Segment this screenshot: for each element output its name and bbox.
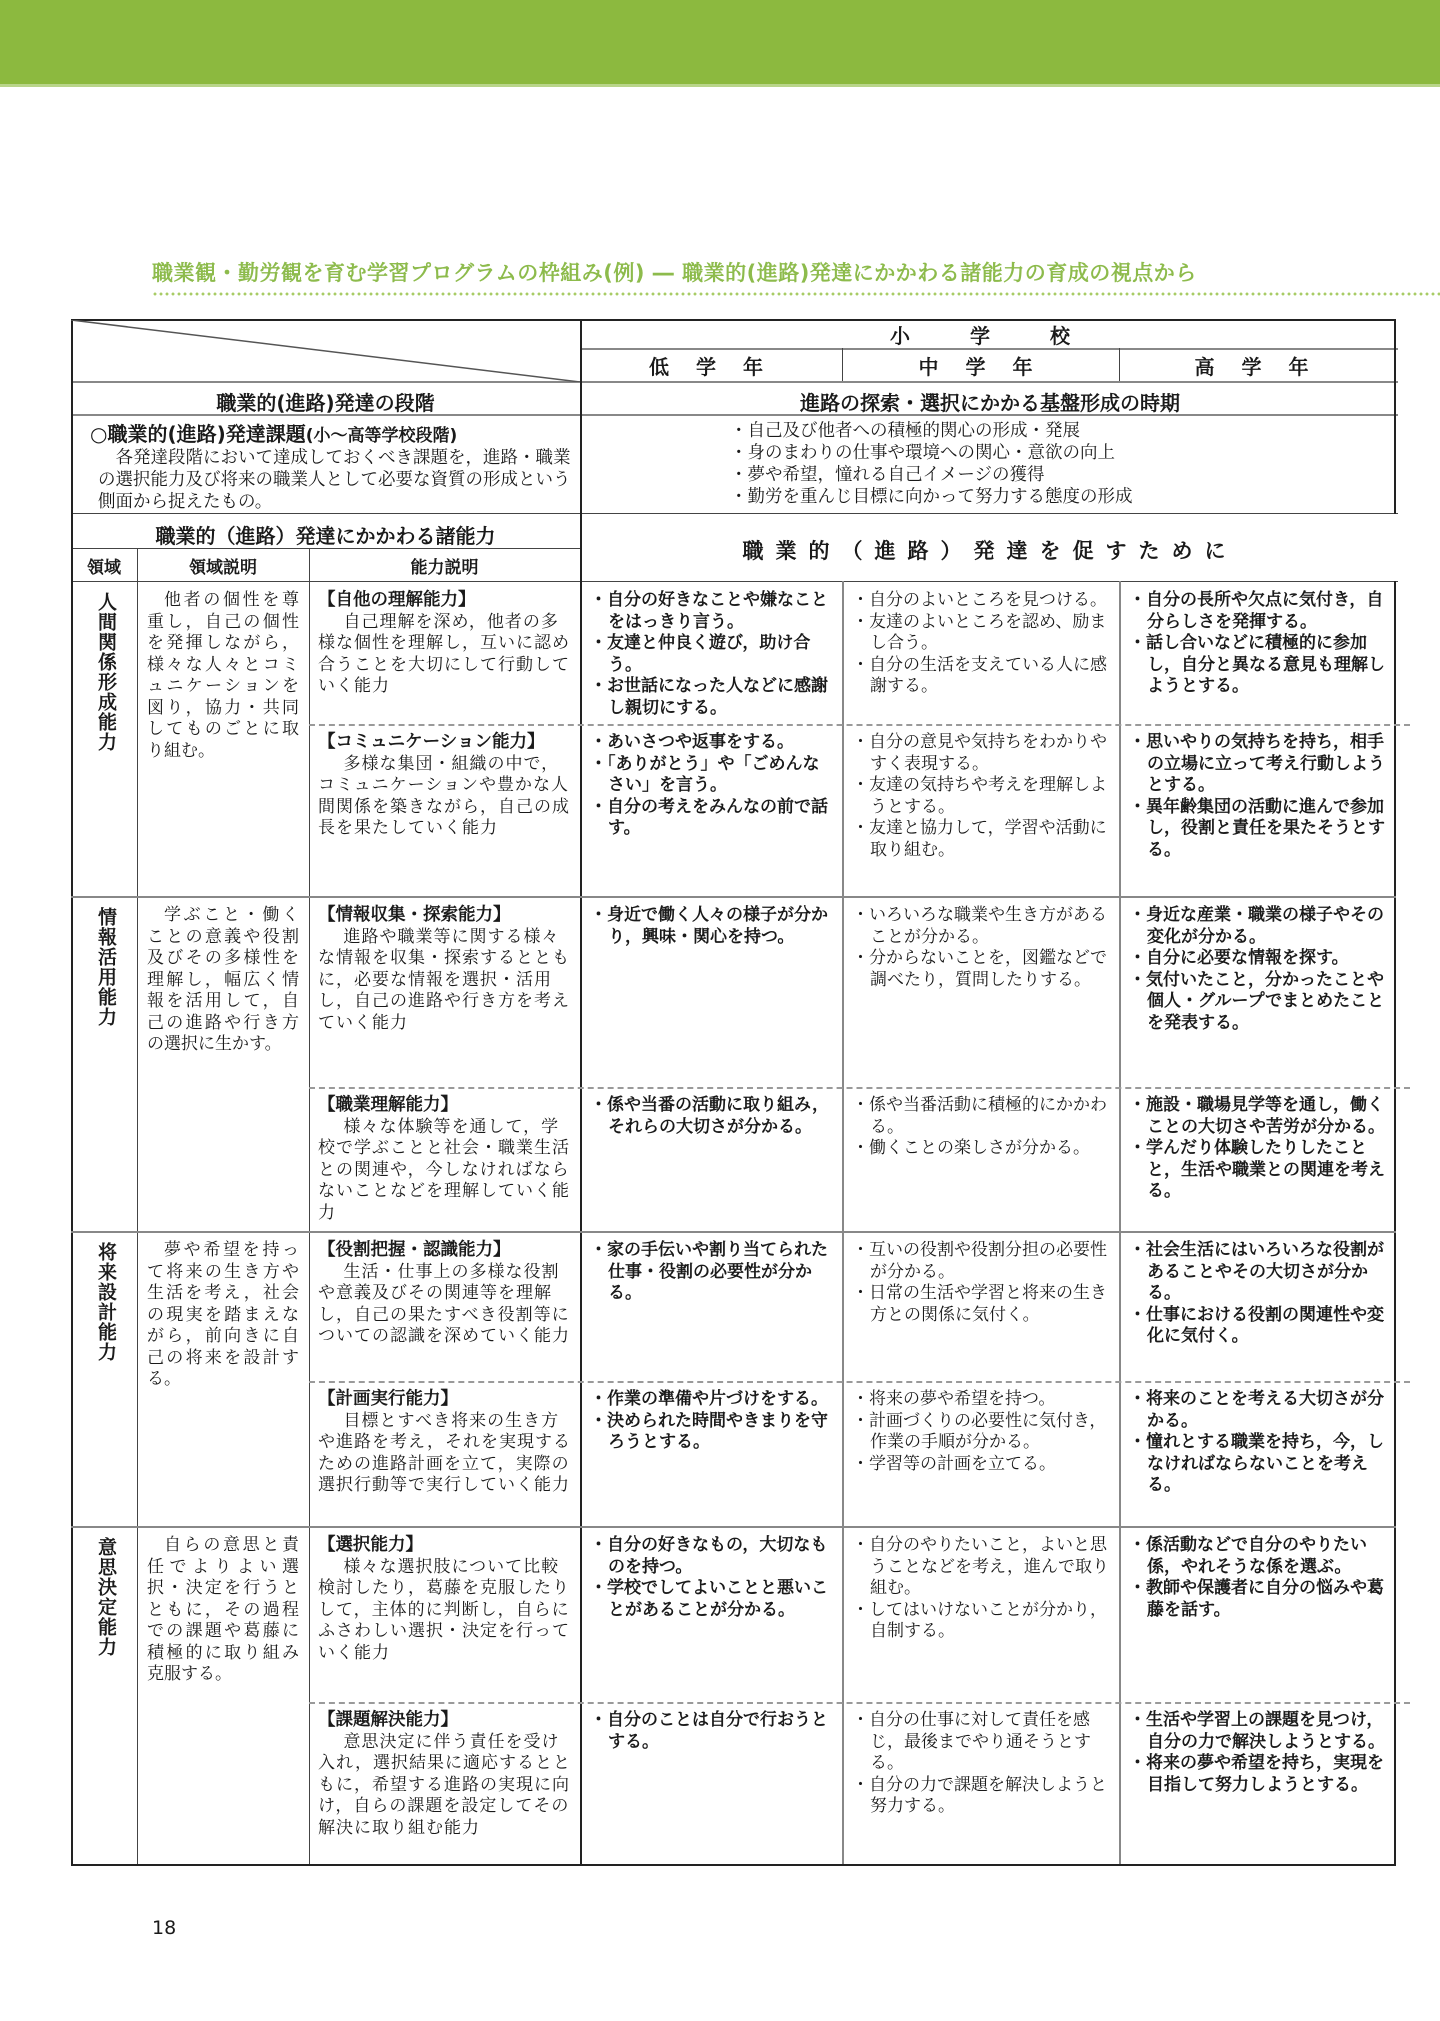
table-rule xyxy=(309,548,310,1865)
development-task: ・ 夢や希望，憧れる自己イメージの獲得 xyxy=(730,464,1390,486)
activity-item: ・ 計画づくりの必要性に気付き，作業の手順が分かる。 xyxy=(852,1411,1111,1454)
activity-item: ・ 将来の夢や希望を持つ。 xyxy=(852,1389,1111,1411)
ability-divider xyxy=(309,724,1410,726)
table-left-border xyxy=(71,319,73,1865)
ability-name: 【課題解決能力】 xyxy=(318,1710,458,1730)
stage-value: 進路の探索・選択にかかる基盤形成の時期 xyxy=(800,391,1180,415)
ability-name: 【自他の理解能力】 xyxy=(318,590,476,610)
ability-description-cell xyxy=(318,732,572,840)
col-ability-desc: 能力説明 xyxy=(410,558,479,578)
activity-item: ・ 自分の意見や気持ちをわかりやすく表現する。 xyxy=(852,732,1111,775)
ability-name: 【職業理解能力】 xyxy=(318,1095,458,1115)
ability-description: 意思決定に伴う責任を受け入れ，選択結果に適応するとともに，希望する進路の実現に向け，自らの課題を設定してその解決に取り組む能力 xyxy=(318,1731,572,1838)
grade-high-cell xyxy=(1129,590,1386,698)
ability-description: 様々な選択肢について比較検討したり，葛藤を克服したりして，主体的に判断し，自らにふさわしい選択・決定を行っていく能力 xyxy=(318,1556,570,1663)
grade-high-cell xyxy=(1129,1710,1386,1796)
grade-low-cell xyxy=(590,732,834,840)
activity-item: ・ 身近な産業・職業の様子やその変化が分かる。 xyxy=(1129,905,1386,948)
activity-item: ・ 友達と協力して，学習や活動に取り組む。 xyxy=(852,818,1111,861)
ability-description-cell xyxy=(318,905,572,1034)
header-band xyxy=(0,0,1440,87)
task-description: 各発達段階において達成しておくべき課題を，進路・職業の選択能力及び将来の職業人として必要な資質の形成という側面から捉えたもの。 xyxy=(98,448,571,512)
domain-description: 自らの意思と責任でよりよい選択・決定を行うとともに，その過程での課題や葛藤に積極的に取り組み克服する。 xyxy=(147,1535,299,1684)
activity-item: ・ 憧れとする職業を持ち，今，しなければならないことを考える。 xyxy=(1129,1432,1386,1497)
activity-item: ・ 友達のよいところを認め、励まし合う。 xyxy=(852,612,1111,655)
page-number: 18 xyxy=(152,1917,177,1939)
activity-item: ・ 係や当番活動に積極的にかかわる。 xyxy=(852,1095,1111,1138)
activity-item: ・ あいさつや返事をする。 xyxy=(590,732,834,754)
grade-low-cell xyxy=(590,1240,834,1305)
table-rule xyxy=(71,581,1398,582)
grade-high-cell xyxy=(1129,1095,1386,1203)
activity-item: ・ 自分の好きなことや嫌なことをはっきり言う。 xyxy=(590,590,834,633)
domain-description: 学ぶこと・働くことの意義や役割及びその多様性を理解し，幅広く情報を活用して，自己の進路や行き方の選択に生かす。 xyxy=(147,905,299,1054)
grade-low-cell xyxy=(590,590,834,719)
activity-item: ・ 話し合いなどに積極的に参加し，自分と異なる意見も理解しようとする。 xyxy=(1129,633,1386,698)
domain-divider xyxy=(71,896,1396,898)
activity-item: ・ 学習等の計画を立てる。 xyxy=(852,1454,1111,1476)
domain-divider xyxy=(71,1231,1396,1233)
col-domain: 領域 xyxy=(87,558,121,578)
ability-description: 自己理解を深め，他者の多様な個性を理解し，互いに認め合うことを大切にして行動していく能力 xyxy=(318,611,570,696)
development-task: ・ 身のまわりの仕事や環境への関心・意欲の向上 xyxy=(730,442,1390,464)
activity-item: ・ いろいろな職業や生き方があることが分かる。 xyxy=(852,905,1111,948)
grade-low-header: 低 学 年 xyxy=(649,355,773,379)
grade-mid-header: 中 学 年 xyxy=(918,355,1043,379)
domain-description: 他者の個性を尊重し，自己の個性を発揮しながら，様々な人々とコミュニケーションを図り，協力・共同してものごとに取り組む。 xyxy=(147,590,299,761)
ability-description-cell xyxy=(318,1535,572,1664)
activity-item: ・ 自分に必要な情報を探す。 xyxy=(1129,948,1386,970)
domain-name: 意思決定能力 xyxy=(95,1537,117,1657)
ability-name: 【選択能力】 xyxy=(318,1535,423,1555)
activity-item: ・ 分からないことを，図鑑などで調べたり，質問したりする。 xyxy=(852,948,1111,991)
activity-item: ・ 学校でしてよいことと悪いことがあることが分かる。 xyxy=(590,1578,834,1621)
school-level-header: 小 学 校 xyxy=(890,324,1090,348)
activity-item: ・ 自分の生活を支えている人に感謝する。 xyxy=(852,655,1111,698)
grade-mid-cell xyxy=(852,1535,1111,1643)
task-subtitle: (小～高等学校段階) xyxy=(305,426,458,446)
grade-mid-cell xyxy=(852,1240,1111,1326)
grade-mid-cell xyxy=(852,590,1111,698)
abilities-label: 職業的（進路）発達にかかわる諸能力 xyxy=(155,524,496,548)
ability-description: 様々な体験等を通して，学校で学ぶことと社会・職業生活との関連や，今しなければならないことなどを理解していく能力 xyxy=(318,1116,570,1223)
activity-item: ・ 将来の夢や希望を持ち，実現を目指して努力しようとする。 xyxy=(1129,1753,1386,1796)
dotted-divider xyxy=(152,292,1440,296)
grade-low-cell xyxy=(590,1389,834,1454)
grade-high-cell xyxy=(1129,905,1386,1034)
activity-item: ・ 決められた時間やきまりを守ろうとする。 xyxy=(590,1411,834,1454)
domain-name: 人間関係形成能力 xyxy=(95,592,117,752)
activity-item: ・ 自分の力で課題を解決しようと努力する。 xyxy=(852,1775,1111,1818)
ability-description-cell xyxy=(318,1710,572,1839)
promote-label: 職業的（進路）発達を促すために xyxy=(742,539,1238,563)
activity-item: ・ 自分の仕事に対して責任を感じ，最後までやり通そうとする。 xyxy=(852,1710,1111,1775)
table-rule xyxy=(137,548,138,1865)
task-cell xyxy=(90,418,580,513)
table-rule xyxy=(1119,581,1121,1865)
grade-high-cell xyxy=(1129,732,1386,861)
grade-high-header: 高 学 年 xyxy=(1194,355,1319,379)
grade-high-cell xyxy=(1129,1389,1386,1497)
activity-item: ・ 「ありがとう」や「ごめんなさい」を言う。 xyxy=(590,754,834,797)
grade-high-cell xyxy=(1129,1535,1386,1621)
development-task: ・ 自己及び他者への積極的関心の形成・発展 xyxy=(730,420,1390,442)
activity-item: ・ 身近で働く人々の様子が分かり，興味・関心を持つ。 xyxy=(590,905,834,948)
activity-item: ・ 生活や学習上の課題を見つけ，自分の力で解決しようとする。 xyxy=(1129,1710,1386,1753)
ability-name: 【コミュニケーション能力】 xyxy=(318,732,545,752)
activity-item: ・ 自分の考えをみんなの前で話す。 xyxy=(590,797,834,840)
activity-item: ・ お世話になった人などに感謝し親切にする。 xyxy=(590,676,834,719)
activity-item: ・ 日常の生活や学習と将来の生き方との関係に気付く。 xyxy=(852,1283,1111,1326)
domain-divider xyxy=(71,1526,1396,1528)
grade-mid-cell xyxy=(852,905,1111,991)
activity-item: ・ 自分の好きなもの，大切なものを持つ。 xyxy=(590,1535,834,1578)
ability-description-cell xyxy=(318,1095,572,1224)
ability-divider xyxy=(309,1087,1410,1089)
activity-item: ・ 家の手伝いや割り当てられた仕事・役割の必要性が分かる。 xyxy=(590,1240,834,1305)
activity-item: ・ 教師や保護者に自分の悩みや葛藤を話す。 xyxy=(1129,1578,1386,1621)
activity-item: ・ 施設・職場見学等を通し，働くことの大切さや苦労が分かる。 xyxy=(1129,1095,1386,1138)
grade-mid-cell xyxy=(852,1095,1111,1160)
table-right-border xyxy=(1394,581,1396,1865)
task-title: ○職業的(進路)発達課題 xyxy=(90,422,306,446)
activity-item: ・ 思いやりの気持ちを持ち，相手の立場に立って考え行動しようとする。 xyxy=(1129,732,1386,797)
stage-label: 職業的(進路)発達の段階 xyxy=(216,391,435,415)
ability-name: 【役割把握・認識能力】 xyxy=(318,1240,511,1260)
grade-low-cell xyxy=(590,1095,834,1138)
table-rule xyxy=(71,513,1398,514)
activity-item: ・ 自分のよいところを見つける。 xyxy=(852,590,1111,612)
activity-item: ・ 気付いたこと，分かったことや個人・グループでまとめたことを発表する。 xyxy=(1129,970,1386,1035)
activity-item: ・ 作業の準備や片づけをする。 xyxy=(590,1389,834,1411)
activity-item: ・ 友達の気持ちや考えを理解しようとする。 xyxy=(852,775,1111,818)
activity-item: ・ 自分のことは自分で行おうとする。 xyxy=(590,1710,834,1753)
col-domain-desc: 領域説明 xyxy=(189,558,257,578)
table-bottom-border xyxy=(71,1864,1396,1866)
ability-description-cell xyxy=(318,590,572,698)
ability-description: 多様な集団・組織の中で，コミュニケーションや豊かな人間関係を築きながら，自己の成長を果たしていく能力 xyxy=(318,753,570,838)
development-task: ・ 勤労を重んじ目標に向かって努力する態度の形成 xyxy=(730,486,1390,508)
ability-description-cell xyxy=(318,1389,572,1497)
grade-low-cell xyxy=(590,1710,834,1753)
domain-name: 情報活用能力 xyxy=(95,907,117,1027)
ability-description: 目標とすべき将来の生き方や進路を考え，それを実現するための進路計画を立て，実際の選択行動等で実行していく能力 xyxy=(318,1410,572,1495)
ability-description-cell xyxy=(318,1240,572,1348)
ability-divider xyxy=(309,1702,1410,1704)
grade-high-cell xyxy=(1129,1240,1386,1348)
activity-item: ・ 友達と仲良く遊び，助け合う。 xyxy=(590,633,834,676)
ability-name: 【計画実行能力】 xyxy=(318,1389,458,1409)
activity-item: ・ 社会生活にはいろいろな役割があることやその大切さが分かる。 xyxy=(1129,1240,1386,1305)
grade-mid-cell xyxy=(852,732,1111,861)
activity-item: ・ 異年齢集団の活動に進んで参加し，役割と責任を果たそうとする。 xyxy=(1129,797,1386,862)
activity-item: ・ 係活動などで自分のやりたい係，やれそうな係を選ぶ。 xyxy=(1129,1535,1386,1578)
development-tasks-list xyxy=(730,420,1390,508)
ability-description: 進路や職業等に関する様々な情報を収集・探索するとともに，必要な情報を選択・活用し，自己の進路や行き方を考えていく能力 xyxy=(318,926,570,1033)
activity-item: ・ 係や当番の活動に取り組み，それらの大切さが分かる。 xyxy=(590,1095,834,1138)
activity-item: ・ 働くことの楽しさが分かる。 xyxy=(852,1138,1111,1160)
activity-item: ・ 仕事における役割の関連性や変化に気付く。 xyxy=(1129,1305,1386,1348)
page-title: 職業観・勤労観を育む学習プログラムの枠組み(例) ― 職業的(進路)発達にかかわる諸能力の育成の視点から xyxy=(152,261,1197,285)
domain-name: 将来設計能力 xyxy=(95,1242,117,1362)
ability-divider xyxy=(309,1381,1410,1383)
domain-description: 夢や希望を持って将来の生き方や生活を考え，社会の現実を踏まえながら，前向きに自己の将来を設計する。 xyxy=(147,1240,299,1389)
grade-mid-cell xyxy=(852,1710,1111,1818)
grade-low-cell xyxy=(590,1535,834,1621)
ability-name: 【情報収集・探索能力】 xyxy=(318,905,511,925)
activity-item: ・ 学んだり体験したりしたことと，生活や職業との関連を考える。 xyxy=(1129,1138,1386,1203)
ability-description: 生活・仕事上の多様な役割や意義及びその関連等を理解し，自己の果たすべき役割等についての認識を深めていく能力 xyxy=(318,1261,570,1346)
activity-item: ・ 互いの役割や役割分担の必要性が分かる。 xyxy=(852,1240,1111,1283)
activity-item: ・ 自分のやりたいこと，よいと思うことなどを考え，進んで取り組む。 xyxy=(852,1535,1111,1600)
table-rule xyxy=(842,581,844,1865)
grade-low-cell xyxy=(590,905,834,948)
activity-item: ・ 自分の長所や欠点に気付き，自分らしさを発揮する。 xyxy=(1129,590,1386,633)
grade-mid-cell xyxy=(852,1389,1111,1475)
activity-item: ・ 将来のことを考える大切さが分かる。 xyxy=(1129,1389,1386,1432)
activity-item: ・ してはいけないことが分かり，自制する。 xyxy=(852,1600,1111,1643)
diagonal-corner-line xyxy=(71,320,580,382)
